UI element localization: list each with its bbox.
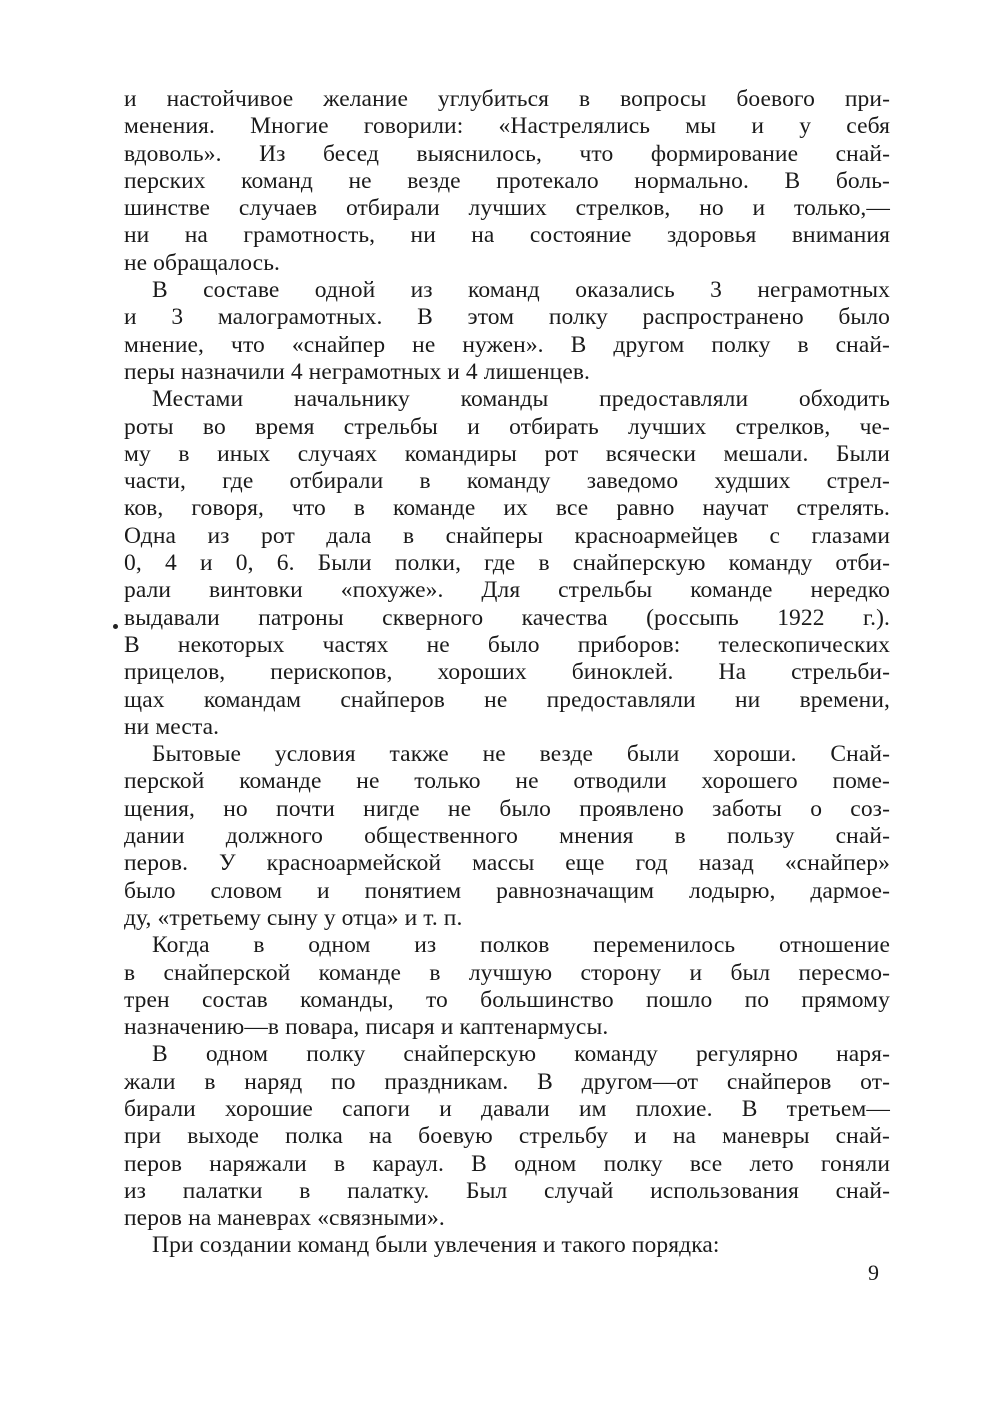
text-line: из палатки в палатку. Был случай использования снай-: [124, 1177, 890, 1204]
paragraph-5: [124, 932, 890, 1041]
text-line: мнение, что «снайпер не нужен». В другом полку в снай-: [124, 331, 890, 358]
text-line: части, где отбирали в команду заведомо худших стрел-: [124, 468, 890, 495]
text-line: менения. Многие говорили: «Настрелялись мы и у себя: [124, 113, 890, 140]
page-number: 9: [868, 1260, 879, 1285]
text-line: перов наряжали в караул. В одном полку все лето гоняли: [124, 1150, 890, 1177]
text-line: при выходе полка на боевую стрельбу и на маневры снай-: [124, 1123, 890, 1150]
text-line: и 3 малограмотных. В этом полку распространено было: [124, 304, 890, 331]
paragraph-6: [124, 1041, 890, 1232]
text-line: перы назначили 4 неграмотных и 4 лишенцев.: [124, 358, 591, 385]
paragraph-3: [124, 386, 890, 741]
text-line: перской команде не только не отводили хорошего поме-: [124, 768, 890, 795]
text-line: Одна из рот дала в снайперы красноармейцев с глазами: [124, 522, 890, 549]
text-line: перов на маневрах «связными».: [124, 1205, 445, 1232]
text-line: му в иных случаях командиры рот всячески мешали. Были: [124, 440, 890, 467]
text-line: шинстве случаев отбирали лучших стрелков, но и только,—: [124, 195, 890, 222]
paragraph-4: [124, 741, 890, 932]
text-line: Когда в одном из полков переменилось отношение: [152, 932, 890, 959]
text-line: роты во время стрельбы и отбирать лучших стрелков, че-: [124, 413, 890, 440]
text-line: ду, «третьему сыну у отца» и т. п.: [124, 904, 463, 931]
margin-ink-dot: [113, 624, 118, 629]
text-line: вдоволь». Из бесед выяснилось, что формирование снай-: [124, 140, 890, 167]
text-line: выдавали патроны скверного качества (россыпь 1922 г.).: [124, 604, 890, 631]
text-line: прицелов, перископов, хороших биноклей. На стрельби-: [124, 659, 890, 686]
text-line: и настойчивое желание углубиться в вопросы боевого при-: [124, 86, 890, 112]
text-line: ни на грамотность, ни на состояние здоровья внимания: [124, 222, 890, 249]
text-line: дании должного общественного мнения в пользу снай-: [124, 823, 890, 850]
text-line: рали винтовки «похуже». Для стрельбы команде нередко: [124, 577, 890, 604]
text-line: жали в наряд по праздникам. В другом—от снайперов от-: [124, 1068, 890, 1095]
text-line: щах командам снайперов не предоставляли ни времени,: [124, 686, 890, 713]
text-line: трен состав команды, то большинство пошло по прямому: [124, 986, 890, 1013]
paragraph-7: [124, 1232, 890, 1259]
text-line: Бытовые условия также не везде были хороши. Снай-: [152, 741, 890, 768]
text-line: назначению—в повара, писаря и каптенармусы.: [124, 1014, 609, 1041]
text-line: В одном полку снайперскую команду регулярно наря-: [152, 1041, 890, 1068]
text-line: ни места.: [124, 713, 220, 740]
text-line: Местами начальнику команды предоставляли обходить: [152, 386, 890, 413]
text-line: В некоторых частях не было приборов: телескопических: [124, 631, 890, 658]
text-line: щения, но почти нигде не было проявлено заботы о соз-: [124, 795, 890, 822]
text-line: ков, говоря, что в команде их все равно научат стрелять.: [124, 495, 890, 522]
text-line: В составе одной из команд оказались 3 неграмотных: [152, 277, 890, 304]
text-line: было словом и понятием равнозначащим лодырю, дармое-: [124, 877, 890, 904]
text-line: При создании команд были увлечения и такого порядка:: [152, 1232, 720, 1259]
text-line: 0, 4 и 0, 6. Были полки, где в снайперскую команду отби-: [124, 550, 890, 577]
text-line: не обращалось.: [124, 249, 280, 276]
paragraph-1: [124, 86, 890, 277]
text-line: перских команд не везде протекало нормально. В боль-: [124, 167, 890, 194]
paragraph-2: [124, 277, 890, 386]
text-line: перов. У красноармейской массы еще год назад «снайпер»: [124, 850, 890, 877]
text-column: [124, 86, 890, 1260]
text-line: в снайперской команде в лучшую сторону и был пересмо-: [124, 959, 890, 986]
text-line: бирали хорошие сапоги и давали им плохие. В третьем—: [124, 1095, 890, 1122]
